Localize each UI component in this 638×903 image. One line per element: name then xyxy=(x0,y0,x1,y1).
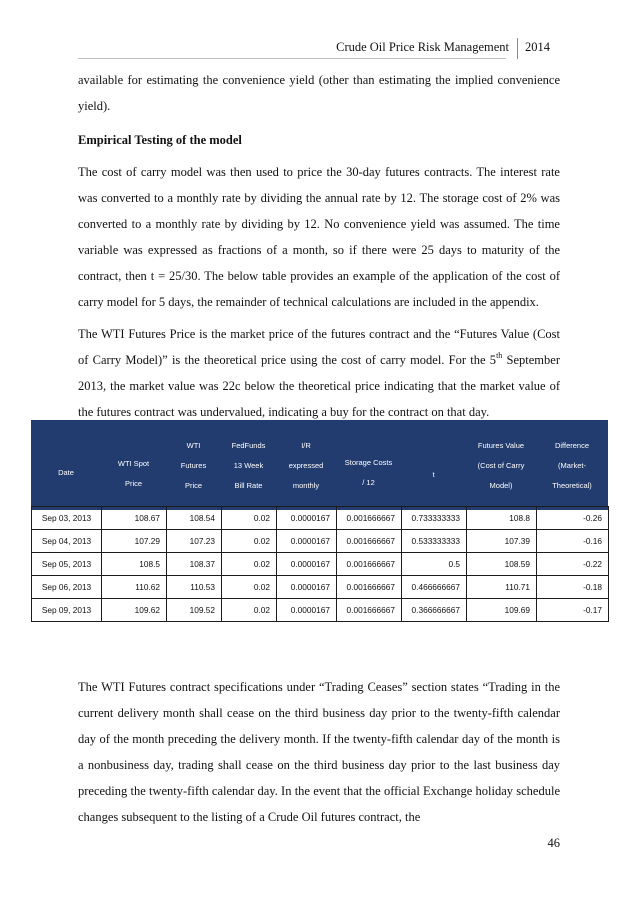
cell-fedfunds: 0.02 xyxy=(222,576,277,599)
cell-date: Sep 09, 2013 xyxy=(32,599,102,622)
col-header-storage: Storage Costs / 12 xyxy=(344,458,393,487)
cell-difference: -0.16 xyxy=(537,530,609,553)
cell-t: 0.733333333 xyxy=(402,507,467,530)
paragraph-trading-ceases: The WTI Futures contract specifications under “Trading Ceases” section states “Trading in the current delivery month shall cease on the third business day prior to the twenty-fifth calendar day of the month preceding the delivery month. If the twenty-fifth calendar day of the month is a nonbusiness day, trading shall cease on the third business day prior to the last business day preceding the twenty-fifth calendar day. In the event that the official Exchange holiday schedule changes subsequent to the listing of a Crude Oil futures contract, the xyxy=(78,680,560,824)
cell-wti-spot: 108.5 xyxy=(102,553,167,576)
cell-difference: -0.22 xyxy=(537,553,609,576)
cell-wti-futures: 108.54 xyxy=(167,507,222,530)
table-row xyxy=(32,553,609,576)
cell-storage: 0.001666667 xyxy=(337,576,402,599)
cell-fedfunds: 0.02 xyxy=(222,507,277,530)
col-header-futures-value: Futures Value (Cost of Carry Model) xyxy=(477,441,525,490)
cell-wti-spot: 108.67 xyxy=(102,507,167,530)
col-header-fedfunds: FedFunds 13 Week Bill Rate xyxy=(231,441,266,490)
col-header-wti-futures: WTI Futures Price xyxy=(180,441,207,490)
cell-wti-spot: 107.29 xyxy=(102,530,167,553)
price-table xyxy=(31,506,609,622)
cell-t: 0.466666667 xyxy=(402,576,467,599)
section-heading: Empirical Testing of the model xyxy=(78,133,242,147)
paragraph-wti-futures xyxy=(78,321,560,425)
cell-fedfunds: 0.02 xyxy=(222,553,277,576)
cell-storage: 0.001666667 xyxy=(337,553,402,576)
cell-storage: 0.001666667 xyxy=(337,599,402,622)
cell-ir: 0.0000167 xyxy=(277,599,337,622)
cell-difference: -0.18 xyxy=(537,576,609,599)
cell-wti-spot: 109.62 xyxy=(102,599,167,622)
cell-difference: -0.17 xyxy=(537,599,609,622)
cell-date: Sep 05, 2013 xyxy=(32,553,102,576)
paragraph-cost-of-carry: The cost of carry model was then used to price the 30-day futures contracts. The interest rate was converted to a monthly rate by dividing the annual rate by 12. The storage cost of 2% was converted to a monthly rate by dividing by 12. No convenience yield was assumed. The time variable was expressed as fractions of a month, so if there were 25 days to maturity of the contract, then t = 25/30. The below table provides an example of the application of the cost of carry model for 5 days, the remainder of technical calculations are included in the appendix. xyxy=(78,165,560,309)
col-header-t: t xyxy=(432,470,435,479)
header-title: Crude Oil Price Risk Management xyxy=(336,40,509,54)
paragraph-text-b: September 2013, the market value was 22c below the theoretical price indicating that the market value of the futures contract was undervalued, indicating a buy for the contract on that day. xyxy=(78,353,560,419)
cell-futures-value: 108.59 xyxy=(467,553,537,576)
col-header-wti-spot: WTI Spot Price xyxy=(117,459,150,488)
col-header-date: Date xyxy=(58,468,74,477)
cell-futures-value: 109.69 xyxy=(467,599,537,622)
cell-wti-futures: 107.23 xyxy=(167,530,222,553)
table-header xyxy=(31,420,608,510)
cell-wti-futures: 109.52 xyxy=(167,599,222,622)
paragraph-intro: available for estimating the convenience yield (other than estimating the implied convenience yield). xyxy=(78,73,560,113)
table-row xyxy=(32,507,609,530)
table-row xyxy=(32,576,609,599)
cell-futures-value: 110.71 xyxy=(467,576,537,599)
cell-t: 0.533333333 xyxy=(402,530,467,553)
cell-futures-value: 107.39 xyxy=(467,530,537,553)
cell-date: Sep 04, 2013 xyxy=(32,530,102,553)
cell-wti-futures: 108.37 xyxy=(167,553,222,576)
paragraph-text-a: The WTI Futures Price is the market price of the futures contract and the “Futures Value (Cost of Carry Model)” is the theoretical price using the cost of carry model. For the 5 xyxy=(78,327,560,367)
cell-fedfunds: 0.02 xyxy=(222,530,277,553)
cell-date: Sep 06, 2013 xyxy=(32,576,102,599)
cell-t: 0.5 xyxy=(402,553,467,576)
cell-t: 0.366666667 xyxy=(402,599,467,622)
col-header-difference: Difference (Market- Theoretical) xyxy=(552,441,592,490)
cell-wti-spot: 110.62 xyxy=(102,576,167,599)
cell-wti-futures: 110.53 xyxy=(167,576,222,599)
cell-date: Sep 03, 2013 xyxy=(32,507,102,530)
cell-difference: -0.26 xyxy=(537,507,609,530)
ordinal-suffix: th xyxy=(496,351,503,360)
table-row xyxy=(32,599,609,622)
cell-ir: 0.0000167 xyxy=(277,507,337,530)
cell-ir: 0.0000167 xyxy=(277,530,337,553)
cell-storage: 0.001666667 xyxy=(337,507,402,530)
cell-fedfunds: 0.02 xyxy=(222,599,277,622)
col-header-ir: I/R expressed monthly xyxy=(288,441,324,490)
cell-storage: 0.001666667 xyxy=(337,530,402,553)
table-row xyxy=(32,530,609,553)
page-header xyxy=(336,38,550,59)
cell-futures-value: 108.8 xyxy=(467,507,537,530)
page-number: 46 xyxy=(547,836,560,850)
cell-ir: 0.0000167 xyxy=(277,576,337,599)
cell-ir: 0.0000167 xyxy=(277,553,337,576)
header-rule xyxy=(78,58,506,59)
header-year: 2014 xyxy=(517,38,550,59)
